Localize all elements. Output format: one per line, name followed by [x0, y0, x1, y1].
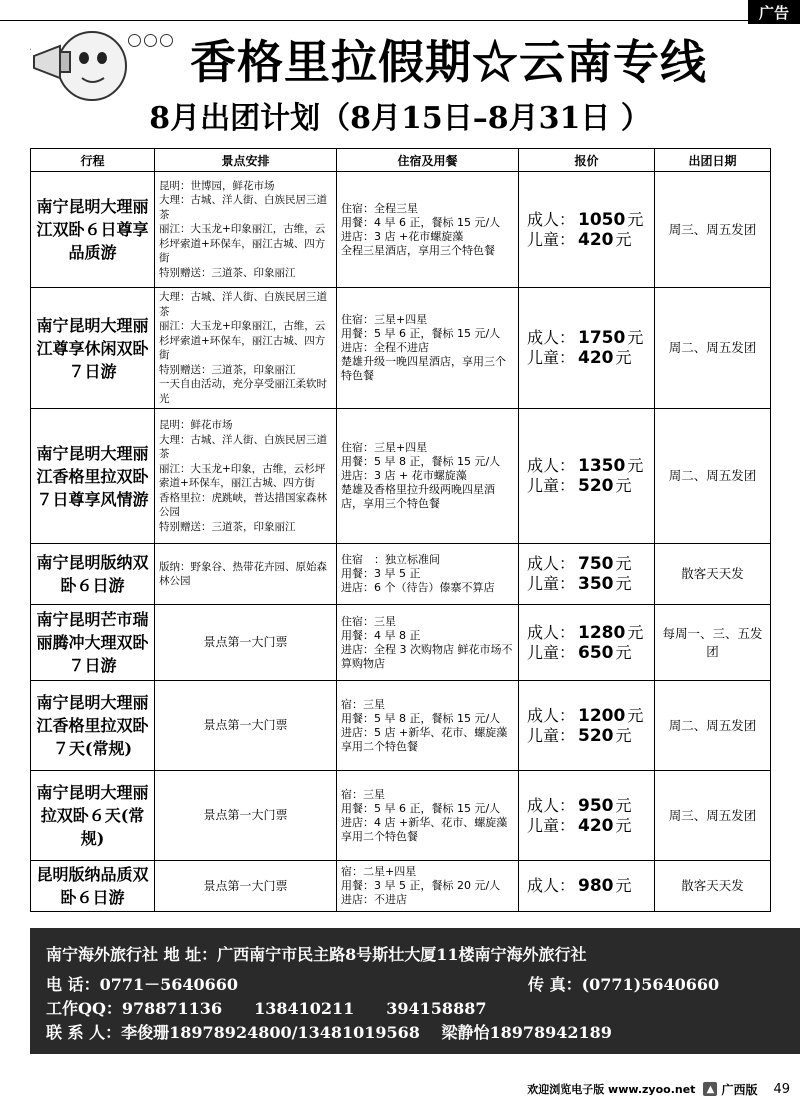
spot-line: 昆明：鲜花市场	[159, 419, 233, 431]
work-qq: 工作QQ：978871136 138410211 394158887	[46, 999, 487, 1018]
lodging-line: 进店：6 个（待告）傣寨不算店	[341, 581, 495, 594]
lodging-line: 进店：3 店 +花市螺旋藻	[341, 229, 464, 243]
spots-cell	[155, 409, 337, 544]
spot-line: 特别赠送：三道茶，印象丽江	[159, 363, 296, 376]
price-label: 儿童：	[527, 574, 576, 593]
lodging-line: 用餐：4 早 8 正	[341, 628, 421, 642]
lodging-line: 用餐：5 早 8 正，餐标 15 元/人	[341, 455, 501, 468]
route-name: 南宁昆明版纳双卧６日游	[31, 544, 155, 605]
price-unit: 元	[615, 725, 632, 745]
lodging-line: 住宿：三星+四星	[341, 441, 428, 454]
table-row	[31, 771, 771, 861]
lodging-meals-cell	[337, 771, 519, 861]
price-unit: 元	[627, 209, 644, 229]
price-unit: 元	[627, 705, 644, 725]
route-name: 南宁昆明大理丽江双卧６日尊享品质游	[31, 172, 155, 288]
table-row	[31, 409, 771, 544]
price-unit: 元	[615, 815, 632, 835]
price-unit: 元	[615, 574, 632, 593]
contact-person: 联 系 人：李俊珊18978924800/13481019568 梁静怡18978942189	[46, 1023, 612, 1042]
table-row	[31, 681, 771, 771]
price-cell	[519, 681, 655, 771]
lodging-line: 住宿 ：独立标准间	[341, 553, 440, 566]
price-label: 成人：	[527, 328, 576, 347]
price-cell	[519, 861, 655, 912]
adult-price	[527, 456, 650, 476]
fax: 传 真：(0771)5640660	[528, 975, 720, 994]
price-value: 1050	[578, 209, 626, 230]
lodging-line: 住宿：三星+四星	[341, 313, 428, 326]
agency-address: 南宁海外旅行社 地 址：广西南宁市民主路8号斯壮大厦11楼南宁海外旅行社	[46, 945, 587, 964]
table-row	[31, 605, 771, 681]
price-value: 1280	[578, 622, 626, 643]
price-cell	[519, 409, 655, 544]
spot-line: 丽江：大玉龙+印象丽江，古维，云杉坪索道+环保车，丽江古城、四方街	[159, 223, 326, 265]
edition-label: 广西版	[721, 1082, 758, 1097]
price-label: 儿童：	[527, 815, 576, 835]
speech-bubbles	[128, 34, 173, 47]
column-header: 景点安排	[155, 149, 337, 172]
price-cell	[519, 544, 655, 605]
column-header: 行程	[31, 149, 155, 172]
table-row	[31, 544, 771, 605]
adult-price	[527, 328, 650, 348]
spots-cell	[155, 288, 337, 409]
child-price	[527, 476, 650, 496]
price-label: 儿童：	[527, 348, 576, 367]
lodging-line: 进店：全程 3 次购物店 鲜花市场不算购物店	[341, 642, 513, 670]
price-unit: 元	[615, 642, 632, 662]
route-name: 南宁昆明大理丽江香格里拉双卧７日尊享风情游	[31, 409, 155, 544]
departure-dates: 周三、周五发团	[655, 771, 771, 861]
price-value: 420	[578, 815, 614, 836]
edition-logo-icon: ▲	[703, 1082, 717, 1096]
lodging-meals-cell	[337, 605, 519, 681]
spot-line: 大理：古城、洋人街、白族民居三道茶	[159, 433, 327, 460]
telephone: 电 话：0771－5640660	[46, 975, 239, 994]
child-price	[527, 643, 650, 663]
website-link[interactable]: 欢迎浏览电子版 www.zyoo.net	[527, 1083, 696, 1096]
adult-price	[527, 554, 650, 574]
price-cell	[519, 172, 655, 288]
price-label: 成人：	[527, 622, 576, 642]
departure-dates: 每周一、三、五发团	[655, 605, 771, 681]
spot-line: 丽江：大玉龙+印象丽江，古维，云杉坪索道+环保车，丽江古城、四方街	[159, 320, 326, 361]
spot-line: 一天自由活动，充分享受丽江柔软时光	[159, 378, 327, 405]
price-value: 1750	[578, 328, 626, 348]
lodging-line: 用餐：4 早 6 正，餐标 15 元/人	[341, 215, 501, 229]
departure-dates: 散客天天发	[655, 861, 771, 912]
lodging-line: 进店：不进店	[341, 893, 407, 906]
spot-line: 昆明：世博园，鲜花市场	[159, 179, 275, 192]
price-value: 1200	[578, 705, 626, 726]
spot-line: 版纳：野象谷、热带花卉园、原始森林公园	[159, 560, 327, 587]
lodging-meals-cell	[337, 409, 519, 544]
lodging-line: 进店：5 店 +新华、花市、螺旋藻	[341, 725, 508, 739]
price-value: 650	[578, 642, 614, 663]
spot-line: 大理：古城、洋人街、白族民居三道茶	[159, 194, 327, 221]
page-footer	[0, 1078, 800, 1100]
lodging-meals-cell	[337, 544, 519, 605]
route-name: 南宁昆明大理丽江香格里拉双卧７天(常规)	[31, 681, 155, 771]
price-label: 儿童：	[527, 229, 576, 249]
lodging-line: 用餐：5 早 8 正，餐标 15 元/人	[341, 711, 501, 725]
ad-tag: 广告	[748, 0, 800, 24]
lodging-meals-cell	[337, 681, 519, 771]
price-label: 儿童：	[527, 476, 576, 495]
child-price	[527, 726, 650, 746]
price-unit: 元	[615, 476, 632, 495]
lodging-line: 住宿：全程三星	[341, 201, 418, 215]
child-price	[527, 230, 650, 250]
lodging-line: 进店：4 店 +新华、花市、螺旋藻	[341, 815, 508, 829]
page-title: 香格里拉假期☆云南专线	[190, 35, 707, 89]
departure-dates: 周三、周五发团	[655, 172, 771, 288]
table-header-row	[31, 149, 771, 172]
price-cell	[519, 288, 655, 409]
spots-cell: 景点第一大门票	[155, 605, 337, 681]
lodging-line: 进店：3 店 + 花市螺旋藻	[341, 469, 467, 482]
lodging-meals-cell	[337, 288, 519, 409]
lodging-line: 进店：全程不进店	[341, 341, 429, 354]
price-unit: 元	[615, 229, 632, 249]
price-unit: 元	[627, 456, 644, 475]
column-header: 住宿及用餐	[337, 149, 519, 172]
table-row	[31, 172, 771, 288]
column-header: 报价	[519, 149, 655, 172]
lodging-line: 宿：二星+四星	[341, 865, 417, 878]
price-value: 420	[578, 229, 614, 250]
spot-line: 香格里拉：虎跳峡，普达措国家森林公园	[159, 491, 327, 518]
column-header: 出团日期	[655, 149, 771, 172]
top-rule	[0, 20, 800, 21]
lodging-meals-cell	[337, 861, 519, 912]
lodging-line: 楚雄及香格里拉升级两晚四星酒店，享用三个特色餐	[341, 483, 495, 510]
spot-line: 丽江：大玉龙+印象，古维，云杉坪索道+环保车，丽江古城、四方街	[159, 462, 326, 489]
price-label: 成人：	[527, 705, 576, 725]
route-name: 昆明版纳品质双卧６日游	[31, 861, 155, 912]
lodging-line: 享用二个特色餐	[341, 739, 418, 753]
price-unit: 元	[615, 876, 632, 895]
price-value: 980	[578, 876, 614, 896]
lodging-line: 住宿：三星	[341, 614, 396, 628]
price-label: 儿童：	[527, 642, 576, 662]
price-cell	[519, 771, 655, 861]
departure-dates: 周二、周五发团	[655, 409, 771, 544]
lodging-line: 用餐：5 早 6 正，餐标 15 元/人	[341, 801, 501, 815]
table-row	[31, 288, 771, 409]
price-unit: 元	[627, 328, 644, 347]
price-value: 1350	[578, 456, 626, 476]
adult-price	[527, 796, 650, 816]
lodging-line: 宿：三星	[341, 787, 385, 801]
page-number: 49	[773, 1081, 790, 1097]
adult-price	[527, 623, 650, 643]
spots-cell: 景点第一大门票	[155, 861, 337, 912]
price-value: 750	[578, 554, 614, 574]
spots-cell: 景点第一大门票	[155, 681, 337, 771]
spot-line: 大理：古城、洋人街、白族民居三道茶	[159, 291, 327, 318]
price-label: 成人：	[527, 456, 576, 475]
price-value: 420	[578, 348, 614, 368]
page-subtitle: 8月出团计划（8月15日–8月31日 ）	[149, 101, 651, 136]
spot-line: 特别赠送：三道茶，印象丽江	[159, 520, 296, 533]
contact-footer	[30, 928, 800, 1054]
lodging-line: 全程三星酒店，享用三个特色餐	[341, 243, 495, 257]
price-value: 950	[578, 795, 614, 816]
price-label: 成人：	[527, 876, 576, 895]
lodging-line: 用餐：3 早 5 正，餐标 20 元/人	[341, 879, 501, 892]
child-price	[527, 816, 650, 836]
lodging-line: 宿：三星	[341, 697, 385, 711]
child-price	[527, 348, 650, 368]
price-unit: 元	[615, 795, 632, 815]
price-value: 520	[578, 476, 614, 496]
table-row	[31, 861, 771, 912]
departure-dates: 散客天天发	[655, 544, 771, 605]
lodging-line: 楚雄升级一晚四星酒店，享用三个特色餐	[341, 355, 506, 382]
price-label: 成人：	[527, 795, 576, 815]
lodging-line: 享用二个特色餐	[341, 829, 418, 843]
price-label: 成人：	[527, 554, 576, 573]
departure-dates: 周二、周五发团	[655, 681, 771, 771]
lodging-line: 用餐：3 早 5 正	[341, 567, 421, 580]
adult-price	[527, 876, 650, 896]
spots-cell	[155, 544, 337, 605]
price-cell	[519, 605, 655, 681]
route-name: 南宁昆明大理丽江尊享休闲双卧７日游	[31, 288, 155, 409]
child-price	[527, 574, 650, 594]
price-value: 350	[578, 574, 614, 594]
lodging-line: 用餐：5 早 6 正，餐标 15 元/人	[341, 327, 501, 340]
price-label: 儿童：	[527, 725, 576, 745]
spots-cell: 景点第一大门票	[155, 771, 337, 861]
departure-dates: 周二、周五发团	[655, 288, 771, 409]
spot-line: 特别赠送：三道茶、印象丽江	[159, 266, 296, 279]
lodging-meals-cell	[337, 172, 519, 288]
route-name: 南宁昆明芒市瑞丽腾冲大理双卧７日游	[31, 605, 155, 681]
route-name: 南宁昆明大理丽拉双卧６天(常规)	[31, 771, 155, 861]
price-unit: 元	[627, 622, 644, 642]
price-value: 520	[578, 725, 614, 746]
adult-price	[527, 706, 650, 726]
tour-schedule-table	[30, 148, 771, 912]
price-unit: 元	[615, 348, 632, 367]
price-unit: 元	[615, 554, 632, 573]
price-label: 成人：	[527, 209, 576, 229]
adult-price	[527, 210, 650, 230]
spots-cell	[155, 172, 337, 288]
